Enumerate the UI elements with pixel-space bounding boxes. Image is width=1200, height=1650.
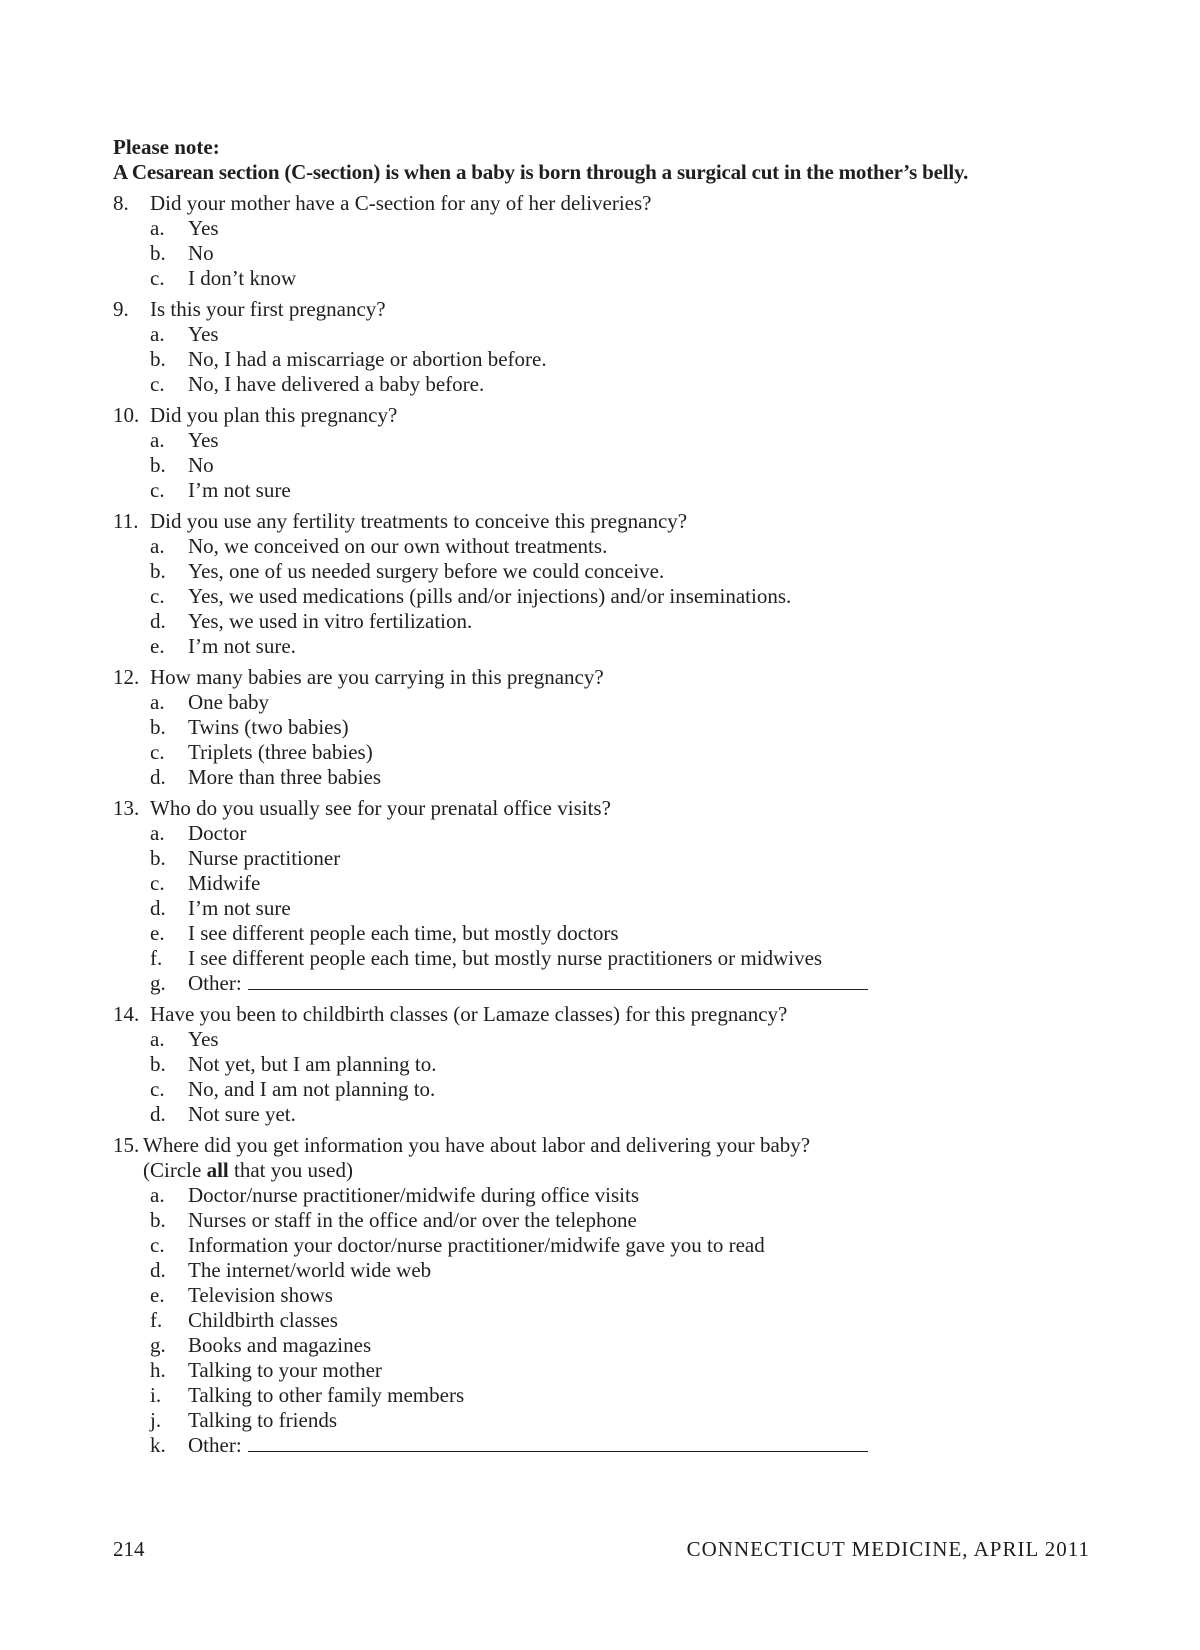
option-text: More than three babies <box>188 765 382 789</box>
option-text: Talking to other family members <box>188 1383 465 1407</box>
answer-option[interactable] <box>113 921 1113 946</box>
question-text: Did your mother have a C-section for any of her deliveries? <box>150 191 652 215</box>
question-text: Who do you usually see for your prenatal office visits? <box>150 796 611 820</box>
option-letter: a. <box>150 428 165 452</box>
option-text: Books and magazines <box>188 1333 372 1357</box>
page-footer <box>113 1537 1090 1562</box>
option-text: No <box>188 453 214 477</box>
option-letter: e. <box>150 634 165 658</box>
answer-option[interactable] <box>113 634 1113 659</box>
question-12 <box>113 665 1113 790</box>
answer-option[interactable] <box>113 946 1113 971</box>
option-text: No, we conceived on our own without treatments. <box>188 534 608 558</box>
option-letter: c. <box>150 740 165 764</box>
answer-option[interactable] <box>113 609 1113 634</box>
answer-option[interactable] <box>113 1308 1113 1333</box>
answer-option[interactable] <box>113 1233 1113 1258</box>
option-letter: b. <box>150 559 166 583</box>
option-text: Talking to friends <box>188 1408 337 1432</box>
answer-option[interactable] <box>113 690 1113 715</box>
option-letter: b. <box>150 1208 166 1232</box>
question-number: 9. <box>113 297 129 321</box>
question-text: Have you been to childbirth classes (or Lamaze classes) for this pregnancy? <box>150 1002 788 1026</box>
question-number: 10. <box>113 403 140 427</box>
answer-options <box>113 1027 1113 1127</box>
question-9 <box>113 297 1113 397</box>
answer-option[interactable] <box>113 715 1113 740</box>
option-text: No <box>188 241 214 265</box>
option-text: No, and I am not planning to. <box>188 1077 436 1101</box>
answer-option[interactable] <box>113 1433 1113 1458</box>
option-text: Childbirth classes <box>188 1308 338 1332</box>
option-letter: b. <box>150 241 166 265</box>
answer-option[interactable] <box>113 740 1113 765</box>
option-letter: b. <box>150 347 166 371</box>
answer-options <box>113 428 1113 503</box>
question-13 <box>113 796 1113 996</box>
answer-option[interactable] <box>113 1027 1113 1052</box>
option-text: Triplets (three babies) <box>188 740 373 764</box>
other-write-in-line[interactable] <box>248 971 868 990</box>
question-15 <box>113 1133 1113 1458</box>
option-text: Yes <box>188 1027 219 1051</box>
option-letter: c. <box>150 871 165 895</box>
option-letter: b. <box>150 846 166 870</box>
option-letter: f. <box>150 1308 163 1332</box>
option-text: Doctor <box>188 821 247 845</box>
option-letter: i. <box>150 1383 162 1407</box>
answer-option[interactable] <box>113 478 1113 503</box>
answer-options <box>113 534 1113 659</box>
question-list <box>113 191 1113 1458</box>
answer-options <box>113 821 1113 996</box>
option-letter: c. <box>150 372 165 396</box>
option-text: I’m not sure <box>188 896 291 920</box>
answer-option[interactable] <box>113 1383 1113 1408</box>
option-text: The internet/world wide web <box>188 1258 432 1282</box>
question-number: 11. <box>113 509 139 533</box>
answer-option[interactable] <box>113 1208 1113 1233</box>
option-text: Yes, we used medications (pills and/or injections) and/or inseminations. <box>188 584 792 608</box>
option-text: Twins (two babies) <box>188 715 349 739</box>
answer-options <box>113 690 1113 790</box>
option-text: I don’t know <box>188 266 297 290</box>
option-letter: k. <box>150 1433 166 1457</box>
option-letter: d. <box>150 896 166 920</box>
answer-options <box>113 1183 1113 1458</box>
question-14 <box>113 1002 1113 1127</box>
question-text: How many babies are you carrying in this pregnancy? <box>150 665 604 689</box>
answer-option[interactable] <box>113 584 1113 609</box>
option-letter: a. <box>150 534 165 558</box>
option-text: Midwife <box>188 871 261 895</box>
answer-option[interactable] <box>113 266 1113 291</box>
option-letter: b. <box>150 1052 166 1076</box>
option-text: No, I had a miscarriage or abortion before. <box>188 347 547 371</box>
answer-option[interactable] <box>113 1408 1113 1433</box>
answer-options <box>113 216 1113 291</box>
answer-option[interactable] <box>113 871 1113 896</box>
option-text: Yes <box>188 428 219 452</box>
option-letter: c. <box>150 266 165 290</box>
answer-option[interactable] <box>113 821 1113 846</box>
question-text: Where did you get information you have about labor and delivering your baby? <box>143 1133 811 1157</box>
answer-option[interactable] <box>113 765 1113 790</box>
option-text: One baby <box>188 690 270 714</box>
answer-option[interactable] <box>113 322 1113 347</box>
option-text: Other: <box>188 1433 242 1457</box>
instruction-pre: (Circle <box>143 1158 207 1182</box>
option-letter: a. <box>150 821 165 845</box>
option-text: I see different people each time, but mostly doctors <box>188 921 619 945</box>
option-letter: d. <box>150 765 166 789</box>
option-letter: g. <box>150 1333 166 1357</box>
option-text: Yes, we used in vitro fertilization. <box>188 609 473 633</box>
option-text: Television shows <box>188 1283 333 1307</box>
option-text: Yes, one of us needed surgery before we could conceive. <box>188 559 665 583</box>
answer-option[interactable] <box>113 241 1113 266</box>
option-text: I’m not sure <box>188 478 291 502</box>
option-letter: c. <box>150 584 165 608</box>
answer-option[interactable] <box>113 846 1113 871</box>
instruction-emphasis: all <box>206 1158 229 1182</box>
question-number: 8. <box>113 191 129 215</box>
question-instruction <box>113 1158 1113 1183</box>
questionnaire-page <box>113 135 1113 1458</box>
answer-option[interactable] <box>113 372 1113 397</box>
answer-option[interactable] <box>113 1358 1113 1383</box>
note-block <box>113 135 1113 185</box>
question-number: 13. <box>113 796 140 820</box>
option-letter: a. <box>150 216 165 240</box>
option-letter: a. <box>150 1027 165 1051</box>
answer-option[interactable] <box>113 896 1113 921</box>
option-letter: a. <box>150 690 165 714</box>
option-text: Doctor/nurse practitioner/midwife during office visits <box>188 1183 639 1207</box>
option-letter: c. <box>150 478 165 502</box>
answer-option[interactable] <box>113 971 1113 996</box>
question-11 <box>113 509 1113 659</box>
option-letter: a. <box>150 322 165 346</box>
question-number: 12. <box>113 665 140 689</box>
option-letter: d. <box>150 1102 166 1126</box>
note-heading: Please note: <box>113 135 220 159</box>
option-letter: f. <box>150 946 163 970</box>
option-letter: g. <box>150 971 166 995</box>
answer-option[interactable] <box>113 1077 1113 1102</box>
answer-option[interactable] <box>113 1052 1113 1077</box>
option-letter: b. <box>150 453 166 477</box>
answer-option[interactable] <box>113 1102 1113 1127</box>
option-text: Nurses or staff in the office and/or over the telephone <box>188 1208 637 1232</box>
option-text: Nurse practitioner <box>188 846 341 870</box>
option-text: Not sure yet. <box>188 1102 296 1126</box>
option-text: I’m not sure. <box>188 634 296 658</box>
page-number: 214 <box>113 1537 145 1561</box>
answer-option[interactable] <box>113 1258 1113 1283</box>
answer-option[interactable] <box>113 428 1113 453</box>
option-text: Talking to your mother <box>188 1358 382 1382</box>
option-text: Not yet, but I am planning to. <box>188 1052 437 1076</box>
option-letter: c. <box>150 1077 165 1101</box>
question-number: 15. <box>113 1133 140 1157</box>
answer-option[interactable] <box>113 1283 1113 1308</box>
option-text: Yes <box>188 322 219 346</box>
question-10 <box>113 403 1113 503</box>
other-write-in-line[interactable] <box>248 1433 868 1452</box>
answer-option[interactable] <box>113 216 1113 241</box>
answer-option[interactable] <box>113 1183 1113 1208</box>
option-letter: j. <box>150 1408 162 1432</box>
question-number: 14. <box>113 1002 140 1026</box>
option-letter: e. <box>150 921 165 945</box>
option-letter: a. <box>150 1183 165 1207</box>
option-text: Other: <box>188 971 242 995</box>
option-letter: b. <box>150 715 166 739</box>
option-text: Yes <box>188 216 219 240</box>
publication-line: CONNECTICUT MEDICINE, APRIL 2011 <box>686 1537 1090 1561</box>
question-text: Did you plan this pregnancy? <box>150 403 398 427</box>
question-8 <box>113 191 1113 291</box>
answer-option[interactable] <box>113 534 1113 559</box>
option-text: I see different people each time, but mostly nurse practitioners or midwives <box>188 946 823 970</box>
answer-option[interactable] <box>113 453 1113 478</box>
instruction-post: that you used) <box>228 1158 353 1182</box>
option-letter: h. <box>150 1358 166 1382</box>
option-letter: c. <box>150 1233 165 1257</box>
option-letter: e. <box>150 1283 165 1307</box>
answer-options <box>113 322 1113 397</box>
answer-option[interactable] <box>113 559 1113 584</box>
note-text: A Cesarean section (C-section) is when a baby is born through a surgical cut in the mother’s belly. <box>113 160 969 184</box>
question-text: Did you use any fertility treatments to conceive this pregnancy? <box>150 509 688 533</box>
option-letter: d. <box>150 609 166 633</box>
question-text: Is this your first pregnancy? <box>150 297 386 321</box>
answer-option[interactable] <box>113 347 1113 372</box>
option-text: Information your doctor/nurse practitioner/midwife gave you to read <box>188 1233 765 1257</box>
option-text: No, I have delivered a baby before. <box>188 372 485 396</box>
option-letter: d. <box>150 1258 166 1282</box>
answer-option[interactable] <box>113 1333 1113 1358</box>
